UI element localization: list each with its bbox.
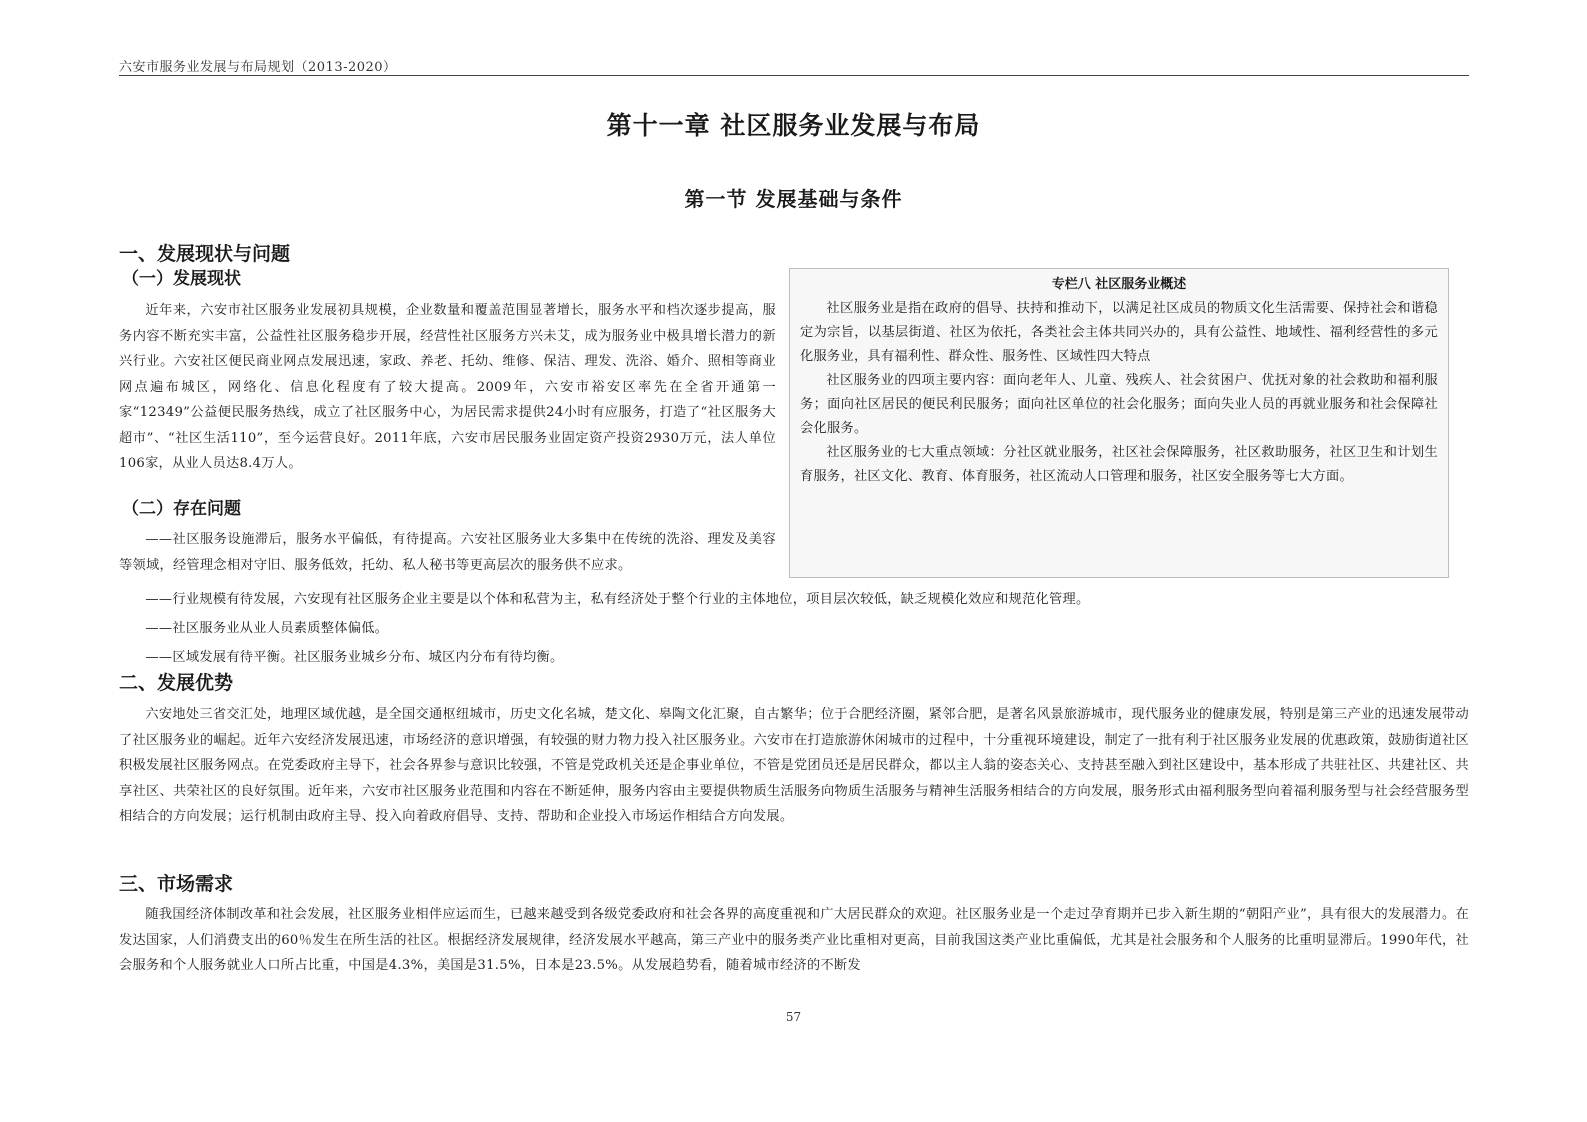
paragraph-market-demand: 随我国经济体制改革和社会发展，社区服务业相伴应运而生，已越来越受到各级党委政府和社会各界的高度重视和广大居民群众的欢迎。社区服务业是一个走过孕育期并已步入新生期的“朝阳产业”，具有很大的发展潜力。在发达国家，人们消费支出的60％发生在所生活的社区。根据经济发展规律，经济发展水平越高，第三产业中的服务类产业比重相对更高，目前我国这类产业比重偏低，尤其是社会服务和个人服务的比重明显滞后。1990年代，社会服务和个人服务就业人口所占比重，中国是4.3%，美国是31.5%，日本是23.5%。从发展趋势看，随着城市经济的不断发 — [119, 907, 1469, 973]
header-divider — [119, 75, 1469, 76]
sidebar-box-overview — [789, 268, 1449, 578]
page-number: 57 — [785, 1010, 802, 1024]
problem-item-1: ——社区服务设施滞后，服务水平偏低，有待提高。六安社区服务业大多集中在传统的洗浴、理发及美容等领域，经管理念相对守旧、服务低效，托幼、私人秘书等更高层次的服务供不应求。 — [119, 532, 776, 573]
sidebar-paragraph: 社区服务业的七大重点领域：分社区就业服务，社区社会保障服务，社区救助服务，社区卫生和计划生育服务，社区文化、教育、体育服务，社区流动人口管理和服务，社区安全服务等七大方面。 — [800, 445, 1438, 484]
running-header: 六安市服务业发展与布局规划（2013-2020） — [119, 60, 397, 75]
sidebar-paragraph: 社区服务业是指在政府的倡导、扶持和推动下，以满足社区成员的物质文化生活需要、保持社会和谐稳定为宗旨，以基层街道、社区为依托，各类社会主体共同兴办的，具有公益性、地域性、福利经营性的多元化服务业，具有福利性、群众性、服务性、区域性四大特点 — [800, 301, 1438, 364]
paragraph-current-status: 近年来，六安市社区服务业发展初具规模，企业数量和覆盖范围显著增长，服务水平和档次逐步提高，服务内容不断充实丰富，公益性社区服务稳步开展，经营性社区服务方兴未艾，成为服务业中极具增长潜力的新兴行业。六安社区便民商业网点发展迅速，家政、养老、托幼、维修、保洁、理发、洗浴、婚介、照相等商业网点遍布城区，网络化、信息化程度有了较大提高。2009年，六安市裕安区率先在全省开通第一家“12349”公益便民服务热线，成立了社区服务中心，为居民需求提供24小时有应服务，打造了“社区服务大超市”、“社区生活110”，至今运营良好。2011年底，六安市居民服务业固定资产投资2930万元，法人单位106家，从业人员达8.4万人。 — [119, 303, 776, 471]
heading-market-demand: 三、市场需求 — [119, 873, 234, 895]
heading-development-status: 一、发展现状与问题 — [119, 243, 291, 265]
paragraph-development-advantages: 六安地处三省交汇处，地理区域优越，是全国交通枢纽城市，历史文化名城，楚文化、皋陶文化汇聚，自古繁华；位于合肥经济圈，紧邻合肥，是著名风景旅游城市，现代服务业的健康发展，特别是第三产业的迅速发展带动了社区服务业的崛起。近年六安经济发展迅速，市场经济的意识增强，有较强的财力物力投入社区服务业。六安市在打造旅游休闲城市的过程中，十分重视环境建设，制定了一批有利于社区服务业发展的优惠政策，鼓励街道社区积极发展社区服务网点。在党委政府主导下，社会各界参与意识比较强，不管是党政机关还是企事业单位，不管是党团员还是居民群众，都以主人翁的姿态关心、支持甚至融入到社区建设中，基本形成了共驻社区、共建社区、共享社区、共荣社区的良好氛围。近年来，六安市社区服务业范围和内容在不断延伸，服务内容由主要提供物质生活服务向物质生活服务与精神生活服务相结合的方向发展，服务形式由福利服务型向着福利服务型与社会经营服务型相结合的方向发展；运行机制由政府主导、投入向着政府倡导、支持、帮助和企业投入市场运作相结合方向发展。 — [119, 707, 1469, 824]
problem-item-4: ——区域发展有待平衡。社区服务业城乡分布、城区内分布有待均衡。 — [145, 650, 564, 665]
sidebar-title: 专栏八 社区服务业概述 — [1051, 277, 1187, 292]
chapter-title: 第十一章 社区服务业发展与布局 — [606, 111, 981, 140]
problem-item-3: ——社区服务业从业人员素质整体偏低。 — [145, 621, 389, 636]
section-title: 第一节 发展基础与条件 — [684, 187, 903, 211]
heading-development-advantages: 二、发展优势 — [119, 672, 234, 694]
sidebar-paragraph: 社区服务业的四项主要内容：面向老年人、儿童、残疾人、社会贫困户、优抚对象的社会救助和福利服务；面向社区居民的便民利民服务；面向社区单位的社会化服务；面向失业人员的再就业服务和社会保障社会化服务。 — [800, 373, 1438, 436]
subheading-current-status: （一）发展现状 — [122, 269, 241, 289]
problem-item-2: ——行业规模有待发展，六安现有社区服务企业主要是以个体和私营为主，私有经济处于整个行业的主体地位，项目层次较低，缺乏规模化效应和规范化管理。 — [145, 592, 1090, 607]
subheading-existing-problems: （二）存在问题 — [122, 499, 241, 519]
